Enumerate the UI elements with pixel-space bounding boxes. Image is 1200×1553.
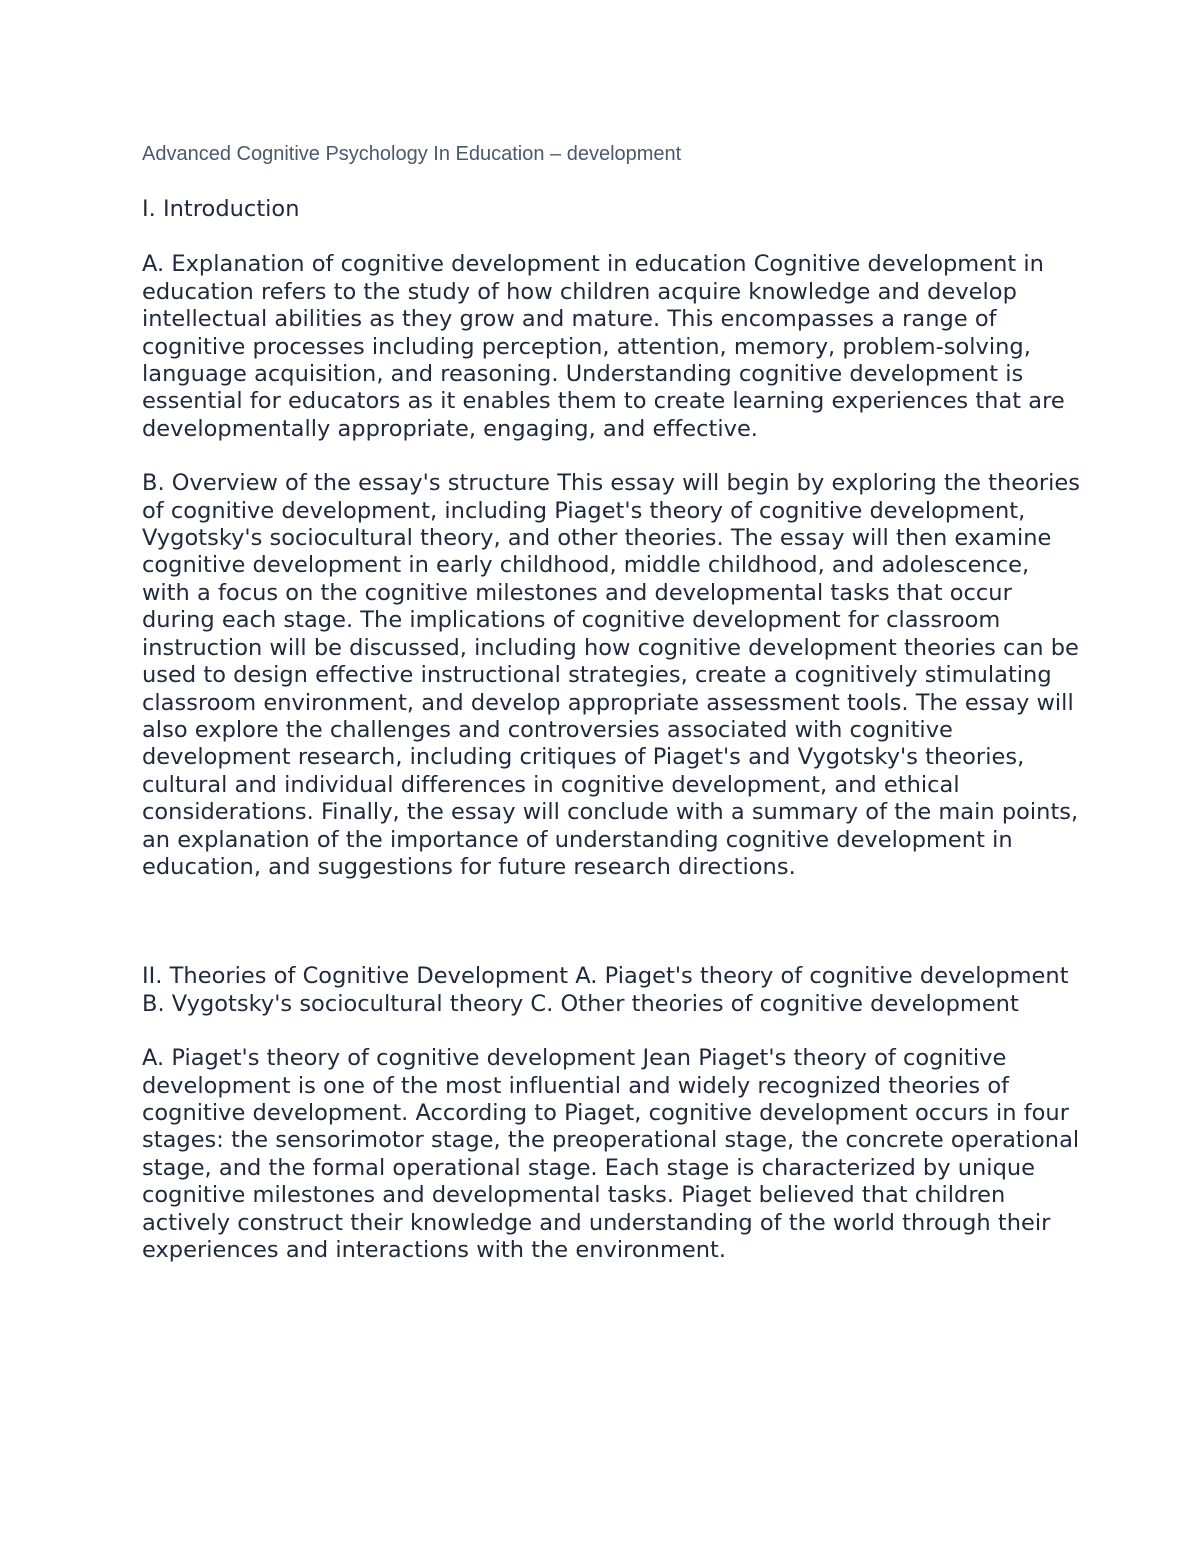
document-title: Advanced Cognitive Psychology In Education – development	[142, 143, 682, 165]
paragraph-overview: B. Overview of the essay's structure This essay will begin by exploring the theories of cognitive development, including Piaget's theory of cognitive development, Vygotsky's sociocultural theory, and other theories. The essay will then examine cognitive development in early childhood, middle childhood, and adolescence, with a focus on the cognitive milestones and developmental tasks that occur during each stage. The implications of cognitive development for classroom instruction will be discussed, including how cognitive development theories can be used to design effective instructional strategies, create a cognitively stimulating classroom environment, and develop appropriate assessment tools. The essay will also explore the challenges and controversies associated with cognitive development research, including critiques of Piaget's and Vygotsky's theories, cultural and individual differences in cognitive development, and ethical considerations. Finally, the essay will conclude with a summary of the main points, an explanation of the importance of understanding cognitive development in education, and suggestions for future research directions.	[142, 470, 1081, 880]
paragraph-piaget-theory: A. Piaget's theory of cognitive development Jean Piaget's theory of cognitive development is one of the most influential and widely recognized theories of cognitive development. According to Piaget, cognitive development occurs in four stages: the sensorimotor stage, the preoperational stage, the concrete operational stage, and the formal operational stage. Each stage is characterized by unique cognitive milestones and developmental tasks. Piaget believed that children actively construct their knowledge and understanding of the world through their experiences and interactions with the environment.	[142, 1045, 1080, 1263]
paragraph-explanation: A. Explanation of cognitive development in education Cognitive development in education refers to the study of how children acquire knowledge and develop intellectual abilities as they grow and mature. This encompasses a range of cognitive processes including perception, attention, memory, problem-solving, language acquisition, and reasoning. Understanding cognitive development is essential for educators as it enables them to create learning experiences that are developmentally appropriate, engaging, and effective.	[142, 251, 1065, 442]
section-heading-introduction: I. Introduction	[142, 196, 300, 222]
document-body	[142, 140, 1082, 1264]
section-heading-theories: II. Theories of Cognitive Development A. Piaget's theory of cognitive development B. Vygotsky's sociocultural theory C. Other theories of cognitive development	[142, 963, 1069, 1017]
